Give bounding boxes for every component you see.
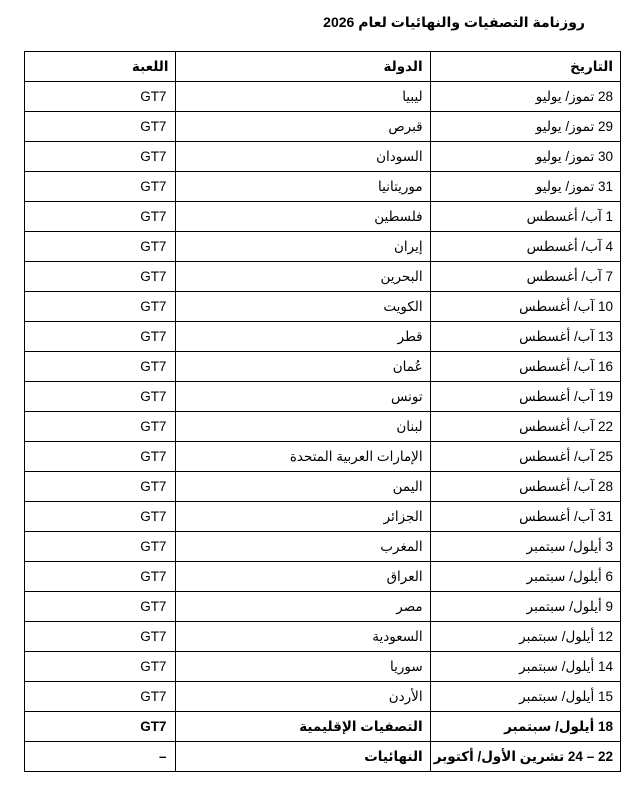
table-row <box>25 652 621 682</box>
cell-country: الكويت <box>176 292 430 322</box>
cell-date: 29 تموز/ يوليو <box>430 112 620 142</box>
cell-game: GT7 <box>25 232 176 262</box>
cell-game: – <box>25 742 176 772</box>
cell-date: 25 آب/ أغسطس <box>430 442 620 472</box>
cell-game: GT7 <box>25 562 176 592</box>
table-row <box>25 532 621 562</box>
cell-country: تونس <box>176 382 430 412</box>
table-row <box>25 232 621 262</box>
cell-date: 16 آب/ أغسطس <box>430 352 620 382</box>
cell-country: قطر <box>176 322 430 352</box>
schedule-table <box>24 51 621 772</box>
header-country: الدولة <box>176 52 430 82</box>
table-row <box>25 622 621 652</box>
table-row <box>25 172 621 202</box>
cell-game: GT7 <box>25 352 176 382</box>
cell-date: 13 آب/ أغسطس <box>430 322 620 352</box>
cell-country: إيران <box>176 232 430 262</box>
cell-date: 14 أيلول/ سبتمبر <box>430 652 620 682</box>
cell-country: مصر <box>176 592 430 622</box>
table-row <box>25 742 621 772</box>
cell-country: النهائيات <box>176 742 430 772</box>
table-row <box>25 712 621 742</box>
header-game: اللعبة <box>25 52 176 82</box>
table-row <box>25 592 621 622</box>
cell-date: 4 آب/ أغسطس <box>430 232 620 262</box>
table-row <box>25 442 621 472</box>
table-row <box>25 112 621 142</box>
cell-date: 22 – 24 تشرين الأول/ أكتوبر <box>430 742 620 772</box>
cell-country: اليمن <box>176 472 430 502</box>
table-row <box>25 292 621 322</box>
table-row <box>25 202 621 232</box>
cell-game: GT7 <box>25 652 176 682</box>
cell-country: الإمارات العربية المتحدة <box>176 442 430 472</box>
cell-date: 3 أيلول/ سبتمبر <box>430 532 620 562</box>
cell-country: السودان <box>176 142 430 172</box>
cell-game: GT7 <box>25 472 176 502</box>
cell-game: GT7 <box>25 82 176 112</box>
cell-date: 30 تموز/ يوليو <box>430 142 620 172</box>
cell-date: 18 أيلول/ سبتمبر <box>430 712 620 742</box>
cell-country: قبرص <box>176 112 430 142</box>
table-row <box>25 502 621 532</box>
cell-game: GT7 <box>25 172 176 202</box>
cell-date: 6 أيلول/ سبتمبر <box>430 562 620 592</box>
cell-game: GT7 <box>25 502 176 532</box>
cell-country: البحرين <box>176 262 430 292</box>
cell-date: 1 آب/ أغسطس <box>430 202 620 232</box>
cell-game: GT7 <box>25 442 176 472</box>
cell-date: 22 آب/ أغسطس <box>430 412 620 442</box>
table-row <box>25 262 621 292</box>
cell-country: المغرب <box>176 532 430 562</box>
schedule-rows <box>25 82 621 772</box>
cell-game: GT7 <box>25 322 176 352</box>
cell-date: 7 آب/ أغسطس <box>430 262 620 292</box>
table-row <box>25 382 621 412</box>
cell-game: GT7 <box>25 682 176 712</box>
cell-country: لبنان <box>176 412 430 442</box>
cell-country: الأردن <box>176 682 430 712</box>
table-row <box>25 472 621 502</box>
cell-date: 19 آب/ أغسطس <box>430 382 620 412</box>
cell-game: GT7 <box>25 202 176 232</box>
cell-country: التصفيات الإقليمية <box>176 712 430 742</box>
cell-game: GT7 <box>25 142 176 172</box>
cell-game: GT7 <box>25 262 176 292</box>
header-date: التاريخ <box>430 52 620 82</box>
table-row <box>25 412 621 442</box>
cell-date: 31 تموز/ يوليو <box>430 172 620 202</box>
cell-date: 12 أيلول/ سبتمبر <box>430 622 620 652</box>
cell-game: GT7 <box>25 592 176 622</box>
cell-date: 28 آب/ أغسطس <box>430 472 620 502</box>
cell-country: الجزائر <box>176 502 430 532</box>
cell-date: 10 آب/ أغسطس <box>430 292 620 322</box>
cell-date: 28 تموز/ يوليو <box>430 82 620 112</box>
cell-date: 15 أيلول/ سبتمبر <box>430 682 620 712</box>
cell-date: 31 آب/ أغسطس <box>430 502 620 532</box>
cell-game: GT7 <box>25 712 176 742</box>
table-row <box>25 562 621 592</box>
cell-country: عُمان <box>176 352 430 382</box>
cell-game: GT7 <box>25 112 176 142</box>
cell-country: موريتانيا <box>176 172 430 202</box>
cell-game: GT7 <box>25 292 176 322</box>
cell-game: GT7 <box>25 532 176 562</box>
table-row <box>25 352 621 382</box>
cell-date: 9 أيلول/ سبتمبر <box>430 592 620 622</box>
cell-country: ليبيا <box>176 82 430 112</box>
cell-country: السعودية <box>176 622 430 652</box>
cell-country: فلسطين <box>176 202 430 232</box>
table-row <box>25 322 621 352</box>
cell-game: GT7 <box>25 412 176 442</box>
cell-country: سوريا <box>176 652 430 682</box>
page-title: روزنامة التصفيات والنهائيات لعام 2026 <box>323 14 585 30</box>
table-row <box>25 82 621 112</box>
cell-country: العراق <box>176 562 430 592</box>
table-header-row <box>25 52 621 82</box>
cell-game: GT7 <box>25 382 176 412</box>
table-row <box>25 142 621 172</box>
cell-game: GT7 <box>25 622 176 652</box>
table-row <box>25 682 621 712</box>
